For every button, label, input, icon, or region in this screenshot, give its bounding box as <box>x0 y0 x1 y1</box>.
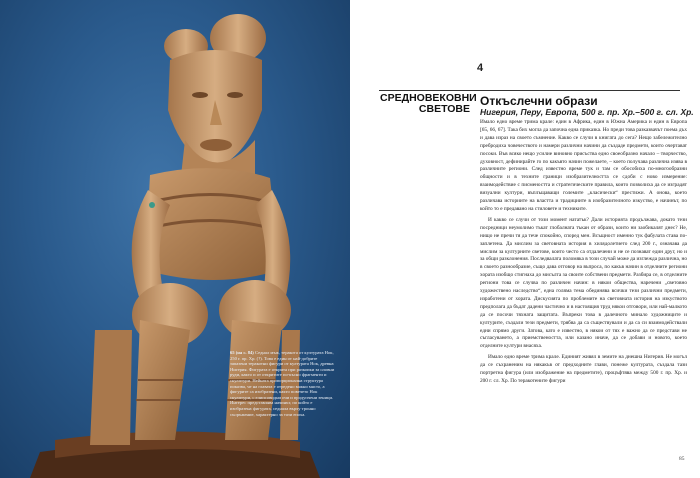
chapter-title-line1: СРЕДНОВЕКОВНИ <box>380 92 477 104</box>
figure-caption <box>230 350 335 417</box>
paragraph-1: Имало едно време трима крале: един в Африка, един в Южна Америка и един в Европа [65, 66, 67]. Така бих могла да започна една приказка. Но преди това разказвачът поема дъх и дава израз на своето съмнение. Какво се случи в книгата до сега? Нещо забележително пребродиха човечеството и намери различни начини да създаде предмети, които очертават посоки. Във всяко нещо усилие виновно присъства едно своеобразно начало – творчество, духовност, дефинирайте го по какъвто начин пожелаете, – което получава различна изява в различните региони. След известно време тук и там се обособиха по-многообразни общности и в техните граници изобразителността се сдоби с ново измерение: взаимодействие с писмеността и стратегическите правила, които позволиха да се изградят визуални култури, въплъщаващи големите „класически“ престижи. А онова, което различава историите на властта и традициите в изобразителното изкуство, е начинът, по който то е предавано на стиловете и техниките. <box>480 119 687 212</box>
caption-reference: 65 (на с. 84) <box>230 350 254 355</box>
caption-text: Седнал мъж, теракота от културата Нок, 250 г. пр. Хр. (?). Това е един от най-добрите запазени теракотни фигури от културата Нок, древна Нигерия. Фигурата е открита при разкопки за оловни руди, както и от откритите по-късно фрагменти и скулптури. Нейната пропорционална структура показва, че на главата е отредено важно място, а фигурите са изобразени, както повечето Нок скулптури, с елипсовидни очи и продупчени зеници. Интерес представлява начинът, по който е изобразена фигурата, седнала върху тронно съоръжение, характерно за тази епоха. <box>230 350 335 417</box>
chapter-rule <box>379 90 680 91</box>
paragraph-2: И какво се случи от този момент нататък? Дали историята продължава, докато тези посредници неумолимо тъкат глобалната тъкан от образи, които ни заобикалят днес? Не, нищо не пречи тя да тече спокойно, според мен. Всъщност именно тук фабулата става по-заплетена. Да мислим за световната история в хилядолетието след 200 г., означава да мислим за културните светове, които често са отдалечени и не се познават един друг, но и за общи разклонения. Последвалата поломяка в този случай може да изглежда различна, но в своето разнообразие, също дава отговор на въпроса, по какъв начин в отделните региони хората изобщо стигнаха до мисълта за своите собствени предмети. Разбира се, в отделните региони това се случва по различен начин: в някои общества, наречени „световно художествено наследство“, една голяма тема обединява всички тези различни предмети, изработени от хората. Дискусията по проблемите на световната история на изкуството предполага да бъдат дадени частично и в настоящия труд някои отговори, или най-малкото да се посочи тяхната защитата. Въпреки това в далечното минало художниците и културите, създали тези предмети, трябва да са съществували и да са си взаимодействали едни спрямо други. Затова, като е известно, в някои от тях е важно да се представи не съгласуването, а приемствеността, или казано иначе, да се добави и новото, което отделните култури внасяха. <box>480 216 687 350</box>
paragraph-3: Имало едно време трима крале. Единият живял в земите на днешна Нигерия. Не могъл да се съхраненим на някакъв от предходните глави, понеже културата, създала тази портретна фигура (или изображение на предметите), процъфтява между 500 г. пр. Хр. и 200 г. сл. Хр. По теракотените фигури <box>480 354 687 384</box>
chapter-title-line2: СВЕТОВЕ <box>418 103 470 115</box>
section-subtitle: Нигерия, Перу, Европа, 500 г. пр. Хр.–500 г. сл. Хр. <box>480 107 694 117</box>
section-title: Откъслечни образи <box>480 94 598 108</box>
text-page <box>350 0 700 478</box>
body-text <box>480 119 687 386</box>
chapter-number: 4 <box>476 62 484 74</box>
chapter-title <box>380 92 477 115</box>
page-number: 85 <box>679 456 685 462</box>
